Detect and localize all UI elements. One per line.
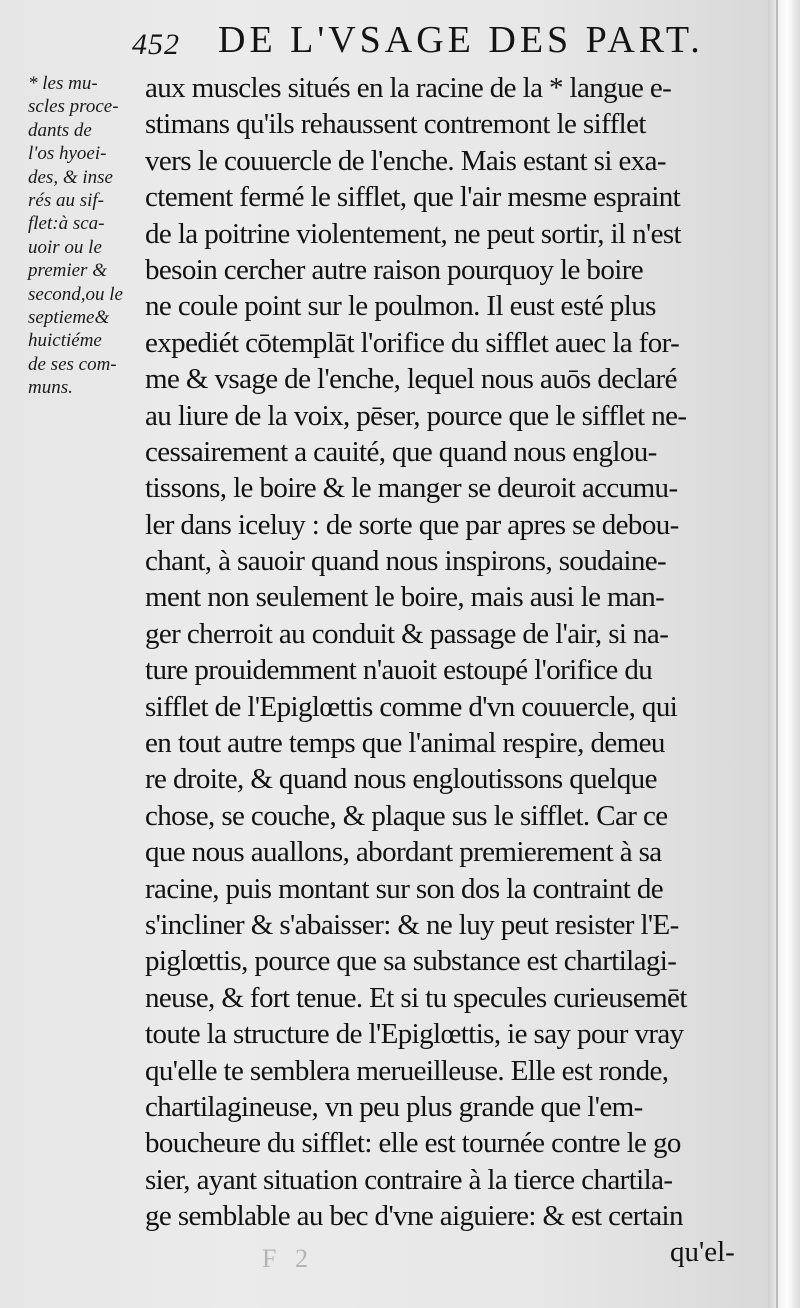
text-line: sifflet de l'Epiglœttis comme d'vn couuercle, qui xyxy=(145,690,678,723)
text-line: piglœttis, pource que sa substance est chartilagi- xyxy=(145,945,677,978)
text-line: vers le couuercle de l'enche. Mais estant si exa- xyxy=(145,144,666,177)
text-line: aux muscles situés en la racine de la * langue e- xyxy=(145,72,672,104)
margin-note-line: septieme& xyxy=(28,306,110,328)
text-line: expediét cōtemplāt l'orifice du sifflet auec la for- xyxy=(145,326,680,359)
margin-note-line: second,ou le xyxy=(28,283,123,305)
text-line: sier, ayant situation contraire à la tierce chartila- xyxy=(145,1163,673,1196)
marginal-note xyxy=(28,72,153,399)
main-text-block xyxy=(145,70,745,1235)
text-line: s'incliner & s'abaisser: & ne luy peut resister l'E- xyxy=(145,908,679,941)
text-line: chartilagineuse, vn peu plus grande que l'em- xyxy=(145,1090,643,1123)
page-number: 452 xyxy=(132,28,180,61)
text-line: ler dans iceluy : de sorte que par apres se debou- xyxy=(145,508,679,541)
page-edge-shadow xyxy=(768,0,800,1308)
text-line: boucheure du sifflet: elle est tournée contre le go xyxy=(145,1127,681,1160)
text-line: re droite, & quand nous engloutissons quelque xyxy=(145,763,657,796)
margin-note-line: huictiéme xyxy=(28,330,102,352)
text-line: ture prouidemment n'auoit estoupé l'orifice du xyxy=(145,654,653,687)
text-line: besoin cercher autre raison pourquoy le boire xyxy=(145,253,644,286)
text-line: chose, se couche, & plaque sus le sifflet. Car ce xyxy=(145,799,668,832)
margin-note-line: muns. xyxy=(28,377,73,399)
text-line: toute la structure de l'Epiglœttis, ie say pour vray xyxy=(145,1018,684,1051)
text-line: ment non seulement le boire, mais ausi le man- xyxy=(145,581,665,614)
running-head xyxy=(130,18,720,68)
text-line: cessairement a cauité, que quand nous englou- xyxy=(145,435,657,468)
text-line: stimans qu'ils rehaussent contremont le sifflet xyxy=(145,108,646,141)
running-title: DE L'VSAGE DES PART. xyxy=(218,19,704,61)
margin-note-line: dants de xyxy=(28,119,92,141)
text-line: au liure de la voix, pēser, pource que le sifflet ne- xyxy=(145,399,687,432)
text-line: me & vsage de l'enche, lequel nous auōs declaré xyxy=(145,363,677,396)
margin-note-line: l'os hyoei- xyxy=(28,143,107,165)
margin-note-line: flet:à sca- xyxy=(28,213,105,235)
text-line: que nous auallons, abordant premierement à sa xyxy=(145,836,662,869)
text-line: racine, puis montant sur son dos la contraint de xyxy=(145,872,664,905)
margin-note-line: de ses com- xyxy=(28,353,117,375)
text-line: ne coule point sur le poulmon. Il eust esté plus xyxy=(145,290,656,323)
signature-mark: F 2 xyxy=(262,1244,314,1273)
text-line: qu'elle te semblera merueilleuse. Elle est ronde, xyxy=(145,1054,669,1087)
catchword: qu'el- xyxy=(670,1236,735,1268)
margin-note-line: * les mu- xyxy=(28,73,98,94)
gutter-line xyxy=(776,0,778,1308)
margin-note-line: uoir ou le xyxy=(28,236,102,258)
text-line: chant, à sauoir quand nous inspirons, soudaine- xyxy=(145,545,667,578)
text-line: ctement fermé le sifflet, que l'air mesme espraint xyxy=(145,181,681,214)
text-line: de la poitrine violentement, ne peut sortir, il n'est xyxy=(145,217,682,250)
margin-note-line: des, & inse xyxy=(28,166,113,188)
text-line: neuse, & fort tenue. Et si tu specules curieusemēt xyxy=(145,981,687,1014)
text-line: tissons, le boire & le manger se deuroit accumu- xyxy=(145,472,678,505)
margin-note-line: premier & xyxy=(28,260,107,282)
margin-note-line: scles proce- xyxy=(28,96,119,118)
text-line: en tout autre temps que l'animal respire, demeu xyxy=(145,727,665,760)
text-line: ger cherroit au conduit & passage de l'air, si na- xyxy=(145,617,669,650)
text-line: ge semblable au bec d'vne aiguiere: & est certain xyxy=(145,1200,683,1233)
margin-note-line: rés au sif- xyxy=(28,189,104,211)
